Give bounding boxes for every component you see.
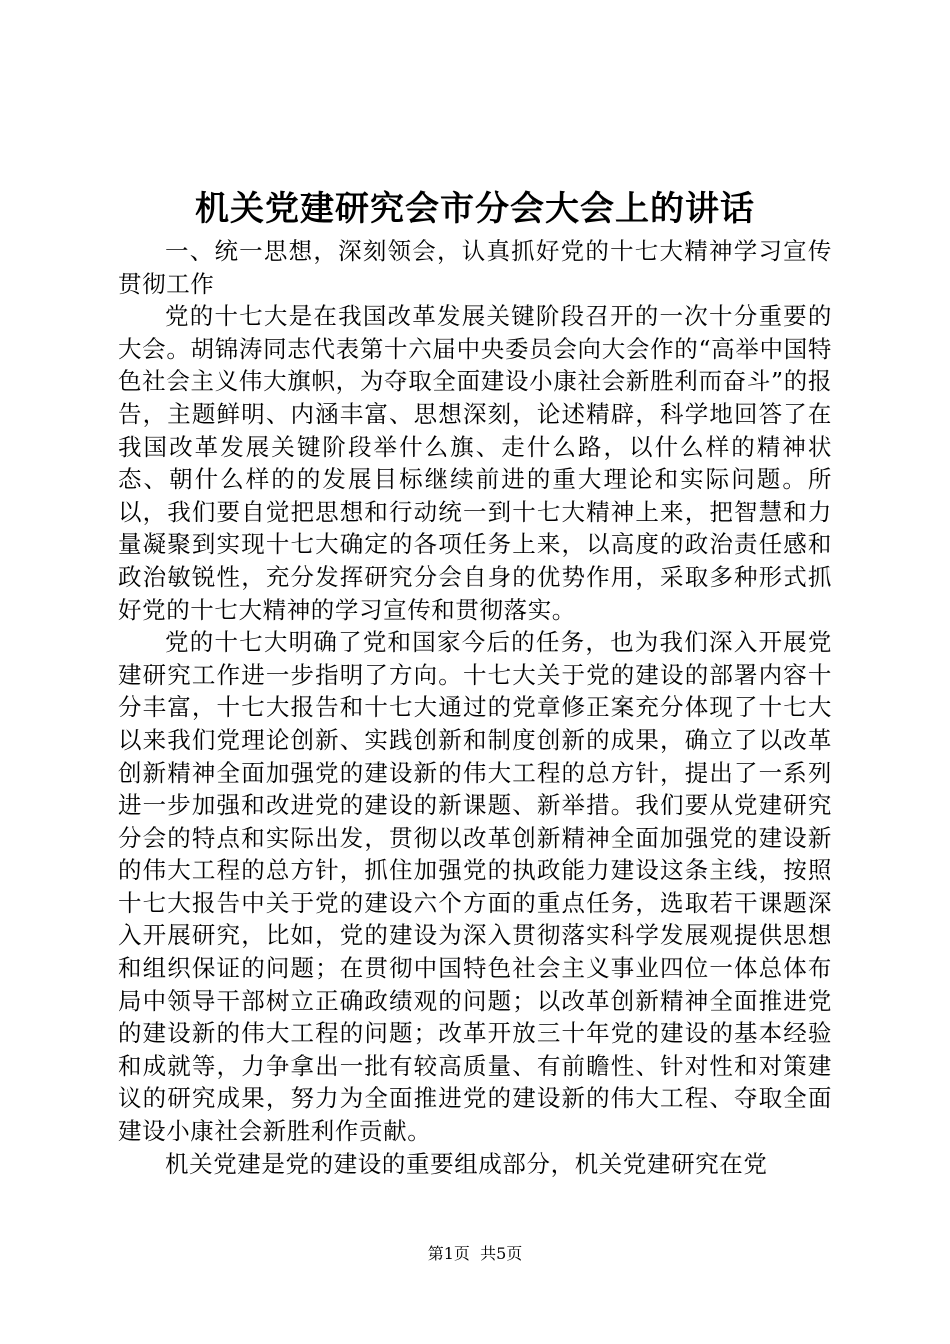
body-paragraph-4: 机关党建是党的建设的重要组成部分，机关党建研究在党 bbox=[165, 1149, 768, 1178]
page-number: 第1页 bbox=[427, 1244, 470, 1263]
page-footer bbox=[0, 1242, 950, 1266]
document-body bbox=[118, 235, 832, 1180]
document-title: 机关党建研究会市分会大会上的讲话 bbox=[195, 189, 755, 229]
body-paragraph-2: 党的十七大是在我国改革发展关键阶段召开的一次十分重要的大会。胡锦涛同志代表第十六届中央委员会向大会作的“高举中国特色社会主义伟大旗帜，为夺取全面建设小康社会新胜利而奋斗”的报告，主题鲜明、内涵丰富、思想深刻，论述精辟，科学地回答了在我国改革发展关键阶段举什么旗、走什么路，以什么样的精神状态、朝什么样的的发展目标继续前进的重大理论和实际问题。所以，我们要自觉把思想和行动统一到十七大精神上来，把智慧和力量凝聚到实现十七大确定的各项任务上来，以高度的政治责任感和政治敏锐性，充分发挥研究分会自身的优势作用，采取多种形式抓好党的十七大精神的学习宣传和贯彻落实。 bbox=[118, 302, 832, 624]
page-total: 共5页 bbox=[480, 1244, 523, 1263]
body-paragraph-1: 一、统一思想，深刻领会，认真抓好党的十七大精神学习宣传贯彻工作 bbox=[118, 237, 832, 298]
body-paragraph-3: 党的十七大明确了党和国家今后的任务，也为我们深入开展党建研究工作进一步指明了方向。十七大关于党的建设的部署内容十分丰富，十七大报告和十七大通过的党章修正案充分体现了十七大以来我们党理论创新、实践创新和制度创新的成果，确立了以改革创新精神全面加强党的建设新的伟大工程的总方针，提出了一系列进一步加强和改进党的建设的新课题、新举措。我们要从党建研究分会的特点和实际出发，贯彻以改革创新精神全面加强党的建设新的伟大工程的总方针，抓住加强党的执政能力建设这条主线，按照十七大报告中关于党的建设六个方面的重点任务，选取若干课题深入开展研究，比如，党的建设为深入贯彻落实科学发展观提供思想和组织保证的问题；在贯彻中国特色社会主义事业四位一体总体布局中领导干部树立正确政绩观的问题；以改革创新精神全面推进党的建设新的伟大工程的问题；改革开放三十年党的建设的基本经验和成就等，力争拿出一批有较高质量、有前瞻性、针对性和对策建议的研究成果，努力为全面推进党的建设新的伟大工程、夺取全面建设小康社会新胜利作贡献。 bbox=[118, 628, 832, 1146]
footer-separator bbox=[470, 1244, 480, 1263]
